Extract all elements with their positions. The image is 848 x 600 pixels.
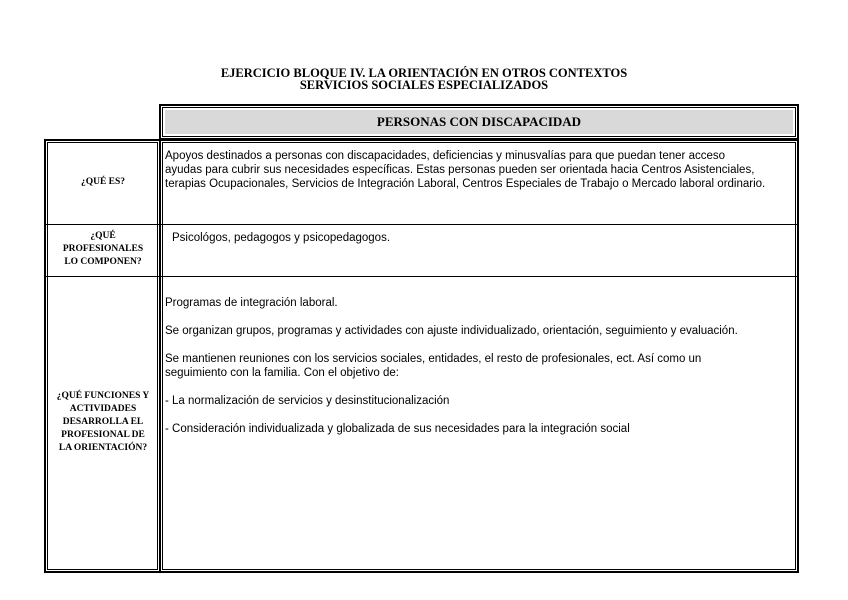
- table-header-label: PERSONAS CON DISCAPACIDAD: [165, 110, 793, 134]
- text-line: - La normalización de servicios y desinstitucionalización: [165, 395, 450, 407]
- text-line: ayudas para cubrir sus necesidades específicas. Estas personas pueden ser orientada hacia Centros Asistenciales,: [165, 164, 755, 176]
- text-line: - Consideración individualizada y globalizada de sus necesidades para la integración social: [165, 423, 630, 435]
- text-line: Se organizan grupos, programas y actividades con ajuste individualizado, orientación, seguimiento y evaluación.: [165, 325, 738, 337]
- label-line: ACTIVIDADES: [69, 404, 137, 414]
- text-line: Apoyos destinados a personas con discapacidades, deficiencias y minusvalías para que puedan tener acceso: [165, 150, 726, 162]
- label-line: LO COMPONEN?: [64, 257, 142, 267]
- row-divider: [44, 224, 799, 225]
- document-title: EJERCICIO BLOQUE IV. LA ORIENTACIÓN EN OTROS CONTEXTOS: [220, 66, 628, 80]
- text-line: Programas de integración laboral.: [165, 297, 338, 309]
- label-line: ¿QUÉ ES?: [80, 177, 126, 187]
- row-content-profesionales: [172, 231, 390, 245]
- text-line: terapias Ocupacionales, Servicios de Integración Laboral, Centros Especiales de Trabajo o Mercado laboral ordinario.: [165, 178, 766, 190]
- text-line: seguimiento con la familia. Con el objetivo de:: [165, 367, 399, 379]
- label-line: PROFESIONALES: [62, 244, 144, 254]
- row-label-funciones: [48, 390, 158, 455]
- table-header: [159, 104, 799, 140]
- label-column: [44, 139, 161, 573]
- label-line: PROFESIONAL DE: [61, 430, 145, 440]
- text-line: Se mantienen reuniones con los servicios sociales, entidades, el resto de profesionales, ect. Así como un: [165, 353, 702, 365]
- row-divider: [44, 276, 799, 277]
- label-line: DESARROLLA EL: [62, 417, 144, 427]
- label-line: ¿QUÉ: [90, 231, 116, 241]
- document-subtitle: SERVICIOS SOCIALES ESPECIALIZADOS: [299, 78, 549, 92]
- text-line: Psicológos, pedagogos y psicopedagogos.: [172, 232, 391, 244]
- row-label-que-es: [48, 176, 158, 189]
- row-label-profesionales: [48, 230, 158, 269]
- row-content-funciones: [165, 296, 738, 436]
- label-line: LA ORIENTACIÓN?: [58, 443, 148, 453]
- row-content-que-es: [165, 149, 765, 191]
- label-line: ¿QUÉ FUNCIONES Y: [56, 391, 150, 401]
